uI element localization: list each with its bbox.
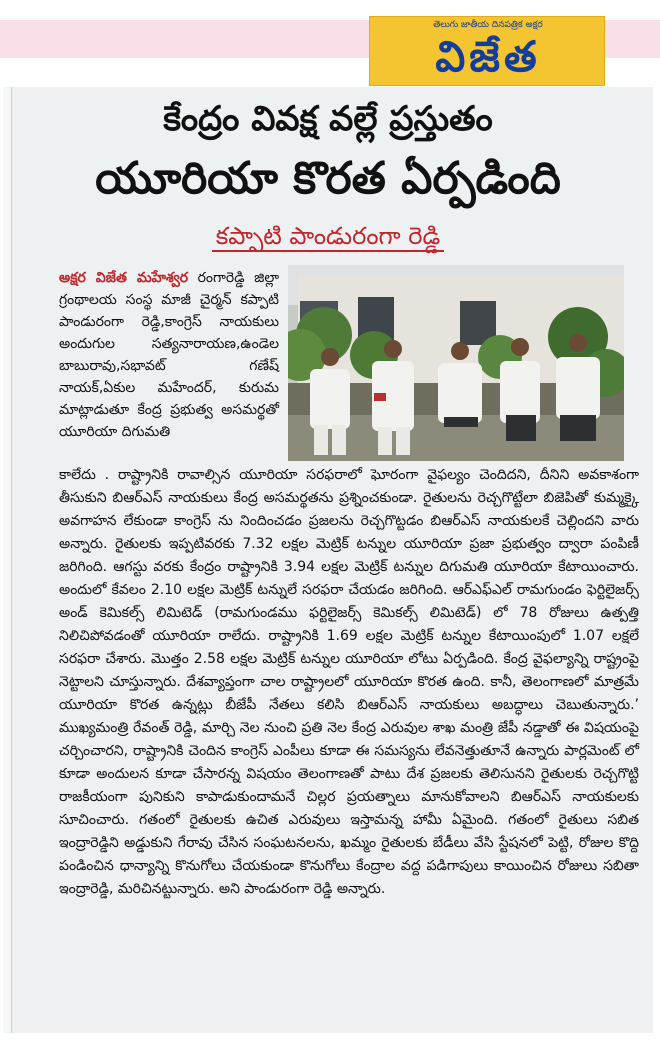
lead-text: రంగారెడ్డి జిల్లా గ్రంథాలయ సంస్థ మాజీ చైర్మన్ కప్పాటి పాండురంగా రెడ్డి,కాంగ్రెస్ నాయకులు అందుగుల సత్యనారాయణ,ఉండెల బాబురావు,సభావట్ గణేష్ నాయక్,ఏకుల మహేందర్, కురుమ మాట్లాడుతూ కేంద్ర ప్రభుత్వ అసమర్థతో యూరియా దిగుమతి bbox=[59, 270, 279, 440]
masthead-tagline: తెలుగు జాతీయ దినపత్రిక అక్షర bbox=[433, 20, 543, 30]
masthead-logo: విజేత bbox=[435, 32, 541, 81]
byline-text: కప్పాటి పాండురంగా రెడ్డి bbox=[212, 222, 445, 252]
lead-paragraph bbox=[59, 267, 279, 443]
headline-line-1: కేంద్రం వివక్ష వల్లే ప్రస్తుతం bbox=[163, 99, 493, 139]
body-paragraph: కాలేదు . రాష్ట్రానికి రావాల్సిన యూరియా సరఫరాలో ఘోరంగా వైఫల్యం చెందిదని, దీనిని అవకాశంగా తీసుకుని బిఆర్ఎస్ నాయకులు కేంద్ర అసమర్థతను ప్రశ్నించకుండా. రైతులను రెచ్చగొట్టేలా బిజెపితో కుమ్మక్కై అవగాహన లేకుండా కాంగ్రెస్ ను నిందించడం ప్రజలను రెచ్చగొట్టడం బిఆర్ఎస్ నాయకులకే చెల్లిందని వారు అన్నారు. రైతులకు ఇప్పటివరకు 7.32 లక్షల మెట్రిక్ టన్నుల యూరియా ప్రజా ప్రభుత్వం ద్వారా పంపిణీ జరిగింది. ఆగస్టు వరకు కేంద్రం రాష్ట్రానికి 3.94 లక్షల మెట్రిక్ టన్నుల దిగుమతి యూరియా కేటాయించారు. అందులో కేవలం 2.10 లక్షల మెట్రిక్ టన్నులే సరఫరా చేయడం జరిగింది. ఆర్ఎఫ్ఎల్ రామగుండం ఫెర్టిలైజర్స్ అండ్ కెమికల్స్ లిమిటెడ్ (రామగుండము ఫర్టిలైజర్స్ కెమికల్స్ లిమిటెడ్) లో 78 రోజులు ఉత్పత్తి నిలిచిపోవడంతో యూరియా రాలేదు. రాష్ట్రానికి 1.69 లక్షల మెట్రిక్ టన్నుల కేటాయింపులో 1.07 లక్షలే సరఫరా చేశారు. మొత్తం 2.58 లక్షల మెట్రిక్ టన్నుల యూరియా లోటు ఏర్పడింది. కేంద్ర వైఫల్యాన్ని రాష్ట్రంపై నెట్టాలని చూస్తున్నారు. దేశవ్యాప్తంగా చాల రాష్ట్రాలలో యూరియా కొరత ఉంది. కానీ, తెలంగాణలో మాత్రమే యూరియా కొరత ఉన్నట్లు బీజేపీ నేతలు కలిసి బిఆర్ఎస్ నాయకులు అబద్ధాలు చెబుతున్నారు.’ ముఖ్యమంత్రి రేవంత్ రెడ్డి, మార్చి నెల నుంచి ప్రతి నెల కేంద్ర ఎరువుల శాఖ మంత్రి జేపీ నడ్డాతో ఈ విషయంపై చర్చించారని, రాష్ట్రానికి చెందిన కాంగ్రెస్ ఎంపీలు కూడా ఈ సమస్యను లేవనెత్తుతూనే ఉన్నారు పార్లమెంట్ లో కూడా అందులన కూడా చేసారన్న విషయం తెలంగాణతో పాటు దేశ ప్రజలకు తెలిసునని రైతులకు రెచ్చగొట్టి రాజకీయంగా పునికుని కాపాడుకుందామనే చిల్లర ప్రయత్నాలు మానుకోవాలని బిఆర్ఎస్ నాయకులకు సూచించారు. గతంలో రైతులకు ఉచిత ఎరువులు ఇస్తామన్న హామీ ఏమైంది. గతంలో రైతులు సబిత ఇంద్రారెడ్డిని అడ్డుకుని గేరావు చేసిన సంఘటనలను, ఖమ్మం రైతులకు బేడీలు వేసి స్టేషనలో పెట్టి, రోజుల కొద్ది పండించిన ధాన్యాన్ని కొనుగోలు చేయకుండా కొనుగోలు కేంద్రాల వద్ద పడిగాపులు కాయించిన రోజులు సబితా ఇంద్రారెడ్డి, మరిచినట్టున్నారు. అని పాండురంగా రెడ్డి అన్నారు. bbox=[59, 467, 639, 897]
newspaper-masthead bbox=[369, 16, 605, 86]
headline-line-2: యూరియా కొరత ఏర్పడింది bbox=[95, 153, 561, 204]
byline bbox=[3, 218, 653, 254]
group-photo-image bbox=[288, 265, 624, 461]
page-bottom bbox=[0, 1036, 660, 1047]
article-clipping bbox=[3, 87, 653, 1033]
news-photo bbox=[288, 265, 624, 461]
dateline: అక్షర విజేత మహేశ్వర bbox=[59, 270, 189, 286]
